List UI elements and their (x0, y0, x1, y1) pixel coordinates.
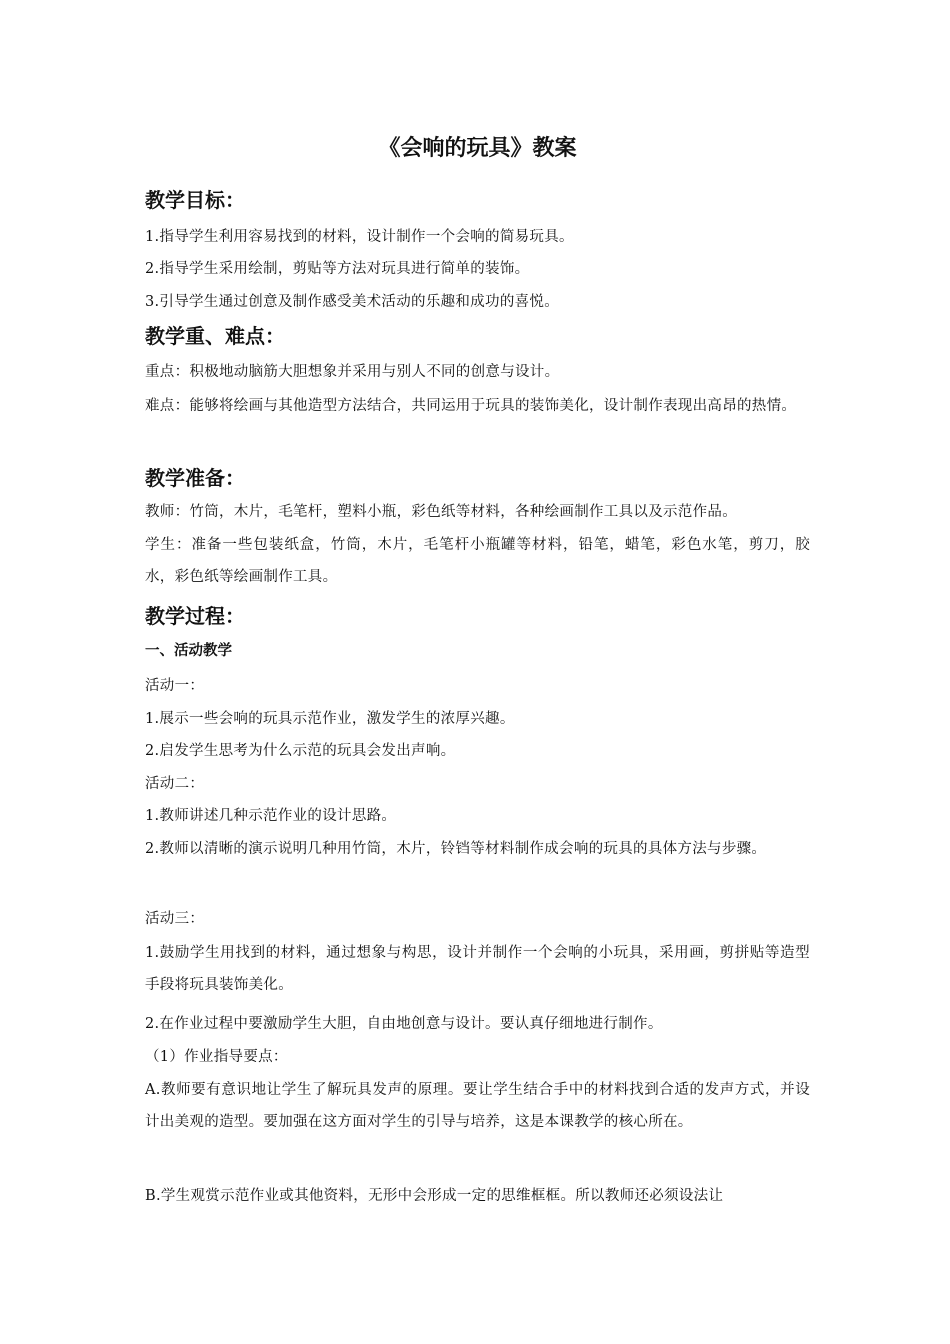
activity1-label: 活动一： (145, 678, 205, 694)
preparation-teacher: 教师：竹筒，木片，毛笔杆，塑料小瓶，彩色纸等材料，各种绘画制作工具以及示范作品。 (145, 504, 737, 520)
guidance-label: （1）作业指导要点： (145, 1049, 288, 1065)
activity1-item-1: 1.展示一些会响的玩具示范作业，激发学生的浓厚兴趣。 (145, 711, 515, 727)
document-title: 《会响的玩具》教案 (378, 136, 577, 161)
activity2-item-2: 2.教师以清晰的演示说明几种用竹筒，木片，铃铛等材料制作成会响的玩具的具体方法与步骤。 (145, 841, 767, 857)
activity2-item-1: 1.教师讲述几种示范作业的设计思路。 (145, 808, 397, 824)
activity2-label: 活动二： (145, 776, 205, 792)
activity3-item-2: 2.在作业过程中要激励学生大胆，自由地创意与设计。要认真仔细地进行制作。 (145, 1016, 663, 1032)
guidance-item-b: B.学生观赏示范作业或其他资料，无形中会形成一定的思维框框。所以教师还必须设法让 (145, 1188, 724, 1204)
key-point: 重点：积极地动脑筋大胆想象并采用与别人不同的创意与设计。 (145, 364, 560, 380)
difficult-point: 难点：能够将绘画与其他造型方法结合，共同运用于玩具的装饰美化，设计制作表现出高昂的热情。 (145, 398, 797, 414)
preparation-student: 学生：准备一些包装纸盒，竹筒，木片，毛笔杆小瓶罐等材料，铅笔，蜡笔，彩色水笔，剪刀，胶水，彩色纸等绘画制作工具。 (145, 537, 810, 585)
process-heading: 教学过程： (145, 604, 245, 628)
objectives-heading: 教学目标： (145, 188, 245, 212)
process-subheading: 一、活动教学 (145, 643, 232, 659)
objective-item-3: 3.引导学生通过创意及制作感受美术活动的乐趣和成功的喜悦。 (145, 294, 560, 310)
key-points-heading: 教学重、难点： (145, 324, 285, 348)
activity1-item-2: 2.启发学生思考为什么示范的玩具会发出声响。 (145, 743, 456, 759)
objective-item-2: 2.指导学生采用绘制，剪贴等方法对玩具进行简单的装饰。 (145, 261, 530, 277)
activity3-label: 活动三： (145, 911, 205, 927)
guidance-item-a: A.教师要有意识地让学生了解玩具发声的原理。要让学生结合手中的材料找到合适的发声方式，并设计出美观的造型。要加强在这方面对学生的引导与培养，这是本课教学的核心所在。 (145, 1082, 810, 1130)
activity3-item-1: 1.鼓励学生用找到的材料，通过想象与构思，设计并制作一个会响的小玩具，采用画，剪拼贴等造型手段将玩具装饰美化。 (145, 945, 810, 993)
preparation-heading: 教学准备： (145, 466, 245, 490)
objective-item-1: 1.指导学生利用容易找到的材料，设计制作一个会响的简易玩具。 (145, 229, 574, 245)
